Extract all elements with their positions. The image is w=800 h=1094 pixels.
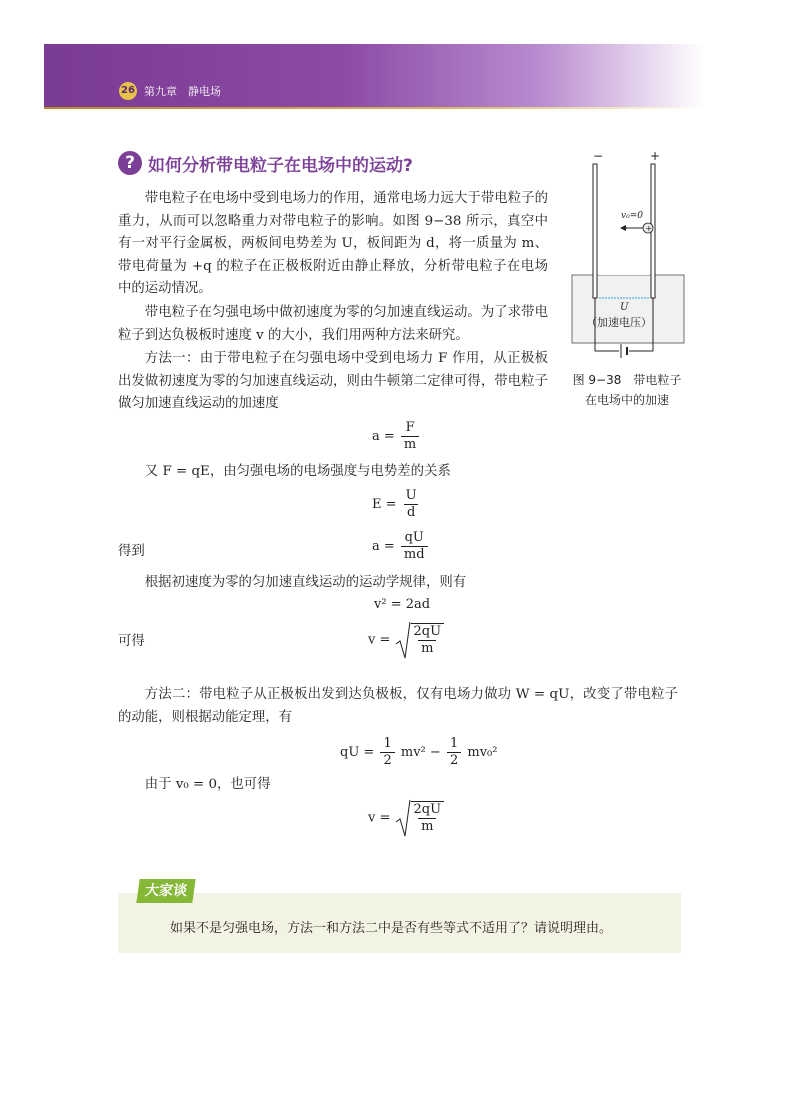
formula-field-strength: [372, 488, 422, 521]
plus-sign-label: +: [650, 149, 661, 163]
voltage-symbol: U: [620, 302, 629, 313]
particle-plus-sign: +: [645, 224, 653, 233]
formula-lhs: v =: [368, 632, 391, 648]
numerator: 2qU: [413, 624, 442, 639]
formula-velocity-one: [368, 620, 446, 660]
formula-acceleration-result: [372, 530, 430, 563]
paragraph-motion: 带电粒子在匀强电场中做初速度为零的匀加速直线运动。为了求带电粒子到达负极板时速度 v 的大小，我们用两种方法来研究。: [118, 305, 548, 343]
minus-sign: −: [429, 745, 441, 760]
formula-acceleration: [372, 420, 421, 453]
formula-lhs: a =: [372, 539, 395, 554]
header-divider: [44, 107, 704, 109]
formula-lhs: E =: [372, 497, 397, 512]
formula-kinematics: v² = 2ad: [374, 597, 431, 612]
denominator: d: [404, 504, 418, 521]
fraction: [447, 736, 461, 769]
denominator: m: [401, 436, 419, 453]
chapter-title: 第九章 静电场: [144, 85, 221, 98]
square-root: [395, 620, 447, 660]
paragraph-method-two: 方法二：带电粒子从正极板出发到达负极板，仅有电场力做功 W = qU，改变了带电粒子的动能，则根据动能定理，有: [118, 687, 678, 725]
formula-lhs: qU =: [340, 745, 375, 760]
chapter-header-band: [44, 44, 704, 108]
paragraph-intro: 带电粒子在电场中受到电场力的作用，通常电场力远大于带电粒子的重力，从而可以忽略重力对带电粒子的影响。如图 9−38 所示，真空中有一对平行金属板，两板间电势差为 U，板间距为 d，将一质量为 m、带电荷量为 +q 的粒子在正极板附近由静止释放，分析带电粒子在电场中的运动情况。: [118, 191, 548, 296]
formula-lhs: v =: [368, 810, 391, 826]
paragraph-field-relation: 又 F = qE，由匀强电场的电场强度与电势差的关系: [144, 464, 451, 479]
paragraph-method-one: 方法一：由于带电粒子在匀强电场中受到电场力 F 作用，从正极板出发做初速度为零的匀加速直线运动，则由牛顿第二定律可得，带电粒子做匀加速直线运动的加速度: [118, 351, 548, 411]
kinetic-term: mv²: [400, 745, 426, 760]
radical-sign: [395, 798, 411, 838]
minus-sign-label: −: [593, 149, 604, 163]
caption-line-2: 在电场中的加速: [584, 393, 669, 407]
section-title: [118, 150, 413, 176]
formula-energy-theorem: [340, 736, 497, 769]
numerator: 1: [449, 736, 459, 751]
figure-parallel-plates: [566, 146, 690, 366]
numerator: qU: [404, 530, 424, 545]
radical-sign: [395, 620, 411, 660]
formula-lhs: a =: [372, 429, 395, 444]
initial-velocity-label: v₀=0: [621, 211, 643, 221]
square-root: [395, 798, 447, 838]
question-icon: ?: [118, 151, 142, 175]
denominator: md: [401, 546, 428, 563]
fraction: [411, 623, 445, 657]
voltage-label: （加速电压）: [586, 316, 652, 329]
denominator: m: [418, 640, 436, 657]
paragraph-kinematics: 根据初速度为零的匀加速直线运动的运动学规律，则有: [144, 575, 467, 590]
fraction: [401, 530, 428, 563]
fraction: [403, 488, 420, 521]
denominator: 2: [447, 752, 461, 769]
numerator: 1: [383, 736, 392, 751]
label-obtain: 得到: [118, 544, 145, 559]
negative-plate: [593, 164, 597, 298]
numerator: U: [405, 488, 417, 503]
fraction: [411, 801, 445, 835]
denominator: m: [418, 818, 436, 835]
denominator: 2: [380, 752, 394, 769]
formula-velocity-two: [368, 798, 446, 838]
discussion-tag: 大家谈: [136, 879, 195, 903]
numerator: F: [405, 420, 415, 435]
initial-kinetic-term: mv₀²: [467, 745, 498, 760]
label-therefore: 可得: [118, 634, 145, 649]
figure-caption: [572, 370, 682, 410]
paragraph-initial-zero: 由于 v₀ = 0，也可得: [144, 777, 271, 792]
fraction: [380, 736, 394, 769]
page-number: 26: [119, 82, 137, 100]
numerator: 2qU: [413, 802, 442, 817]
discussion-question: 如果不是匀强电场，方法一和方法二中是否有些等式不适用了？请说明理由。: [170, 921, 613, 936]
section-title-text: 如何分析带电粒子在电场中的运动?: [148, 155, 413, 176]
fraction: [401, 420, 419, 453]
caption-line-1: 图 9−38 带电粒子: [572, 373, 682, 387]
